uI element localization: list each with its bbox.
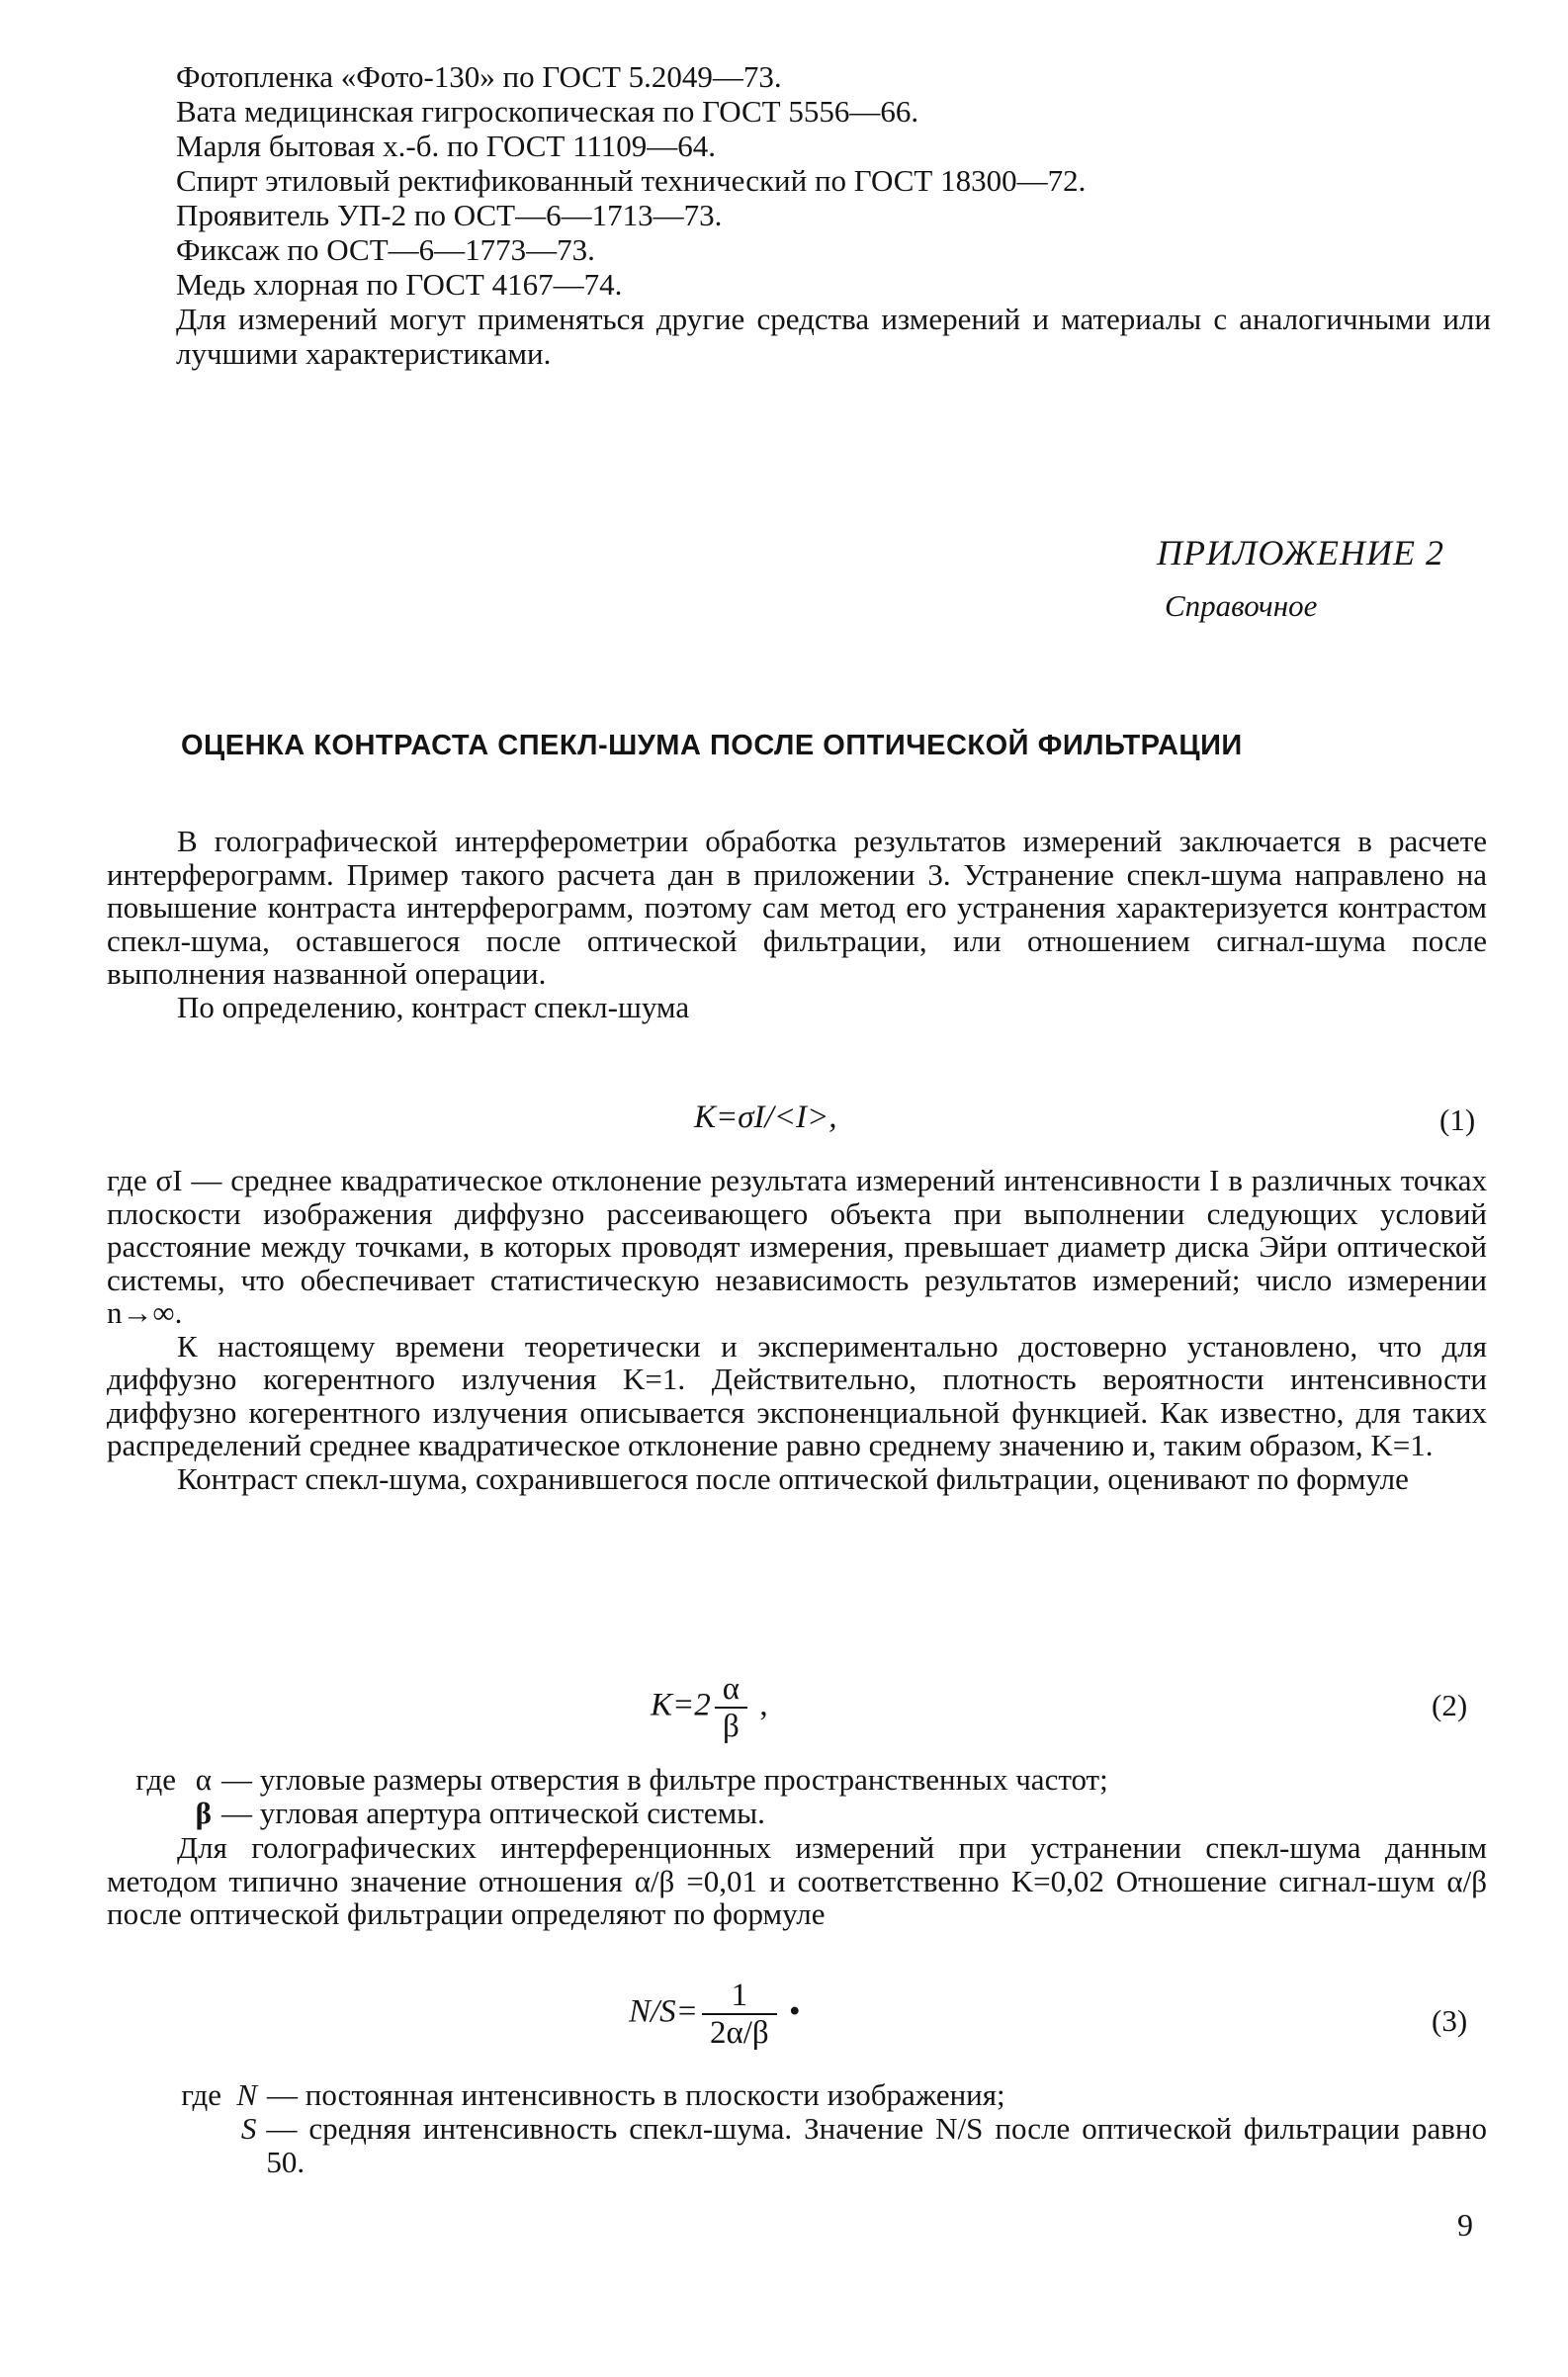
material-item: Марля бытовая х.-б. по ГОСТ 11109—64.	[176, 129, 717, 163]
where-prefix: где	[181, 2077, 221, 2112]
formula-3-lhs: N/S=	[629, 1993, 698, 2030]
materials-list	[176, 59, 1491, 371]
where-desc: — постоянная интенсивность в плоскости изображения;	[267, 2077, 1005, 2112]
text-block-definitions	[107, 1164, 1487, 1495]
where-row	[117, 1763, 1481, 1797]
paragraph: Для голографических интерференционных измерений при устранении спекл-шума данным методом типично значение отношения α/β =0,01 и соответственно K=0,02 Отношение сигнал-шум α/β после оптической фильтрации определяют по формуле	[107, 1830, 1487, 1931]
material-item: Спирт этиловый ректификованный технический по ГОСТ 18300—72.	[176, 163, 1087, 198]
paragraph: Контраст спекл-шума, сохранившегося после оптической фильтрации, оценивают по формуле	[177, 1460, 1409, 1496]
appendix-label: ПРИЛОЖЕНИЕ 2	[1157, 533, 1444, 572]
formula-3	[629, 1978, 801, 2051]
formula-2-lhs: K=2	[651, 1687, 711, 1723]
where-block-2	[117, 1763, 1481, 1830]
where-desc: — угловые размеры отверстия в фильтре пространственных частот;	[221, 1762, 1108, 1797]
material-item: Медь хлорная по ГОСТ 4167—74.	[176, 267, 623, 302]
formula-2	[651, 1671, 768, 1744]
where-symbol: S	[240, 2111, 257, 2146]
material-item: Вата медицинская гигроскопическая по ГОСТ 5556—66.	[176, 94, 919, 129]
where-prefix: где	[135, 1762, 176, 1797]
text-block-ratio	[107, 1831, 1487, 1931]
where-symbol: N	[236, 2077, 257, 2112]
where-desc: — средняя интенсивность спекл-шума. Значение N/S после оптической фильтрации равно 50.	[266, 2111, 1487, 2179]
section-title: ОЦЕНКА КОНТРАСТА СПЕКЛ-ШУМА ПОСЛЕ ОПТИЧЕСКОЙ ФИЛЬТРАЦИИ	[181, 730, 1243, 761]
formula-1: K=σI/<I>,	[694, 1100, 837, 1135]
where-row	[162, 2112, 1487, 2179]
formula-1-number: (1)	[1439, 1102, 1476, 1137]
formula-2-fraction	[715, 1671, 747, 1744]
formula-2-denominator: β	[723, 1709, 740, 1744]
where-symbol: β	[195, 1796, 212, 1830]
where-block-3	[162, 2078, 1487, 2179]
where-desc: — угловая апертура оптической системы.	[221, 1796, 765, 1830]
material-item: Фотопленка «Фото-130» по ГОСТ 5.2049—73.	[176, 59, 782, 94]
text-block-intro	[107, 825, 1487, 1023]
page-number: 9	[1457, 2207, 1473, 2243]
where-symbol: α	[195, 1762, 212, 1797]
paragraph: где σI — среднее квадратическое отклонение результата измерений интенсивности I в различных точках плоскости изображения диффузно рассеивающего объекта при выполнении следующих условий расстояние между точками, в которых проводят измерения, превышает диаметр диска Эйри оптической системы, что обеспечивает статистическую независимость результатов измерений; число измерении n→∞.	[107, 1163, 1487, 1330]
paragraph: К настоящему времени теоретически и экспериментально достоверно установлено, что для диффузно когерентного излучения K=1. Действительно, плотность вероятности интенсивности диффузно когерентного излучения описывается экспоненциальной функцией. Как известно, для таких распределений среднее квадратическое отклонение равно среднему значению и, таким образом, K=1.	[107, 1328, 1487, 1462]
where-row	[162, 2078, 1487, 2112]
paragraph: По определению, контраст спекл-шума	[177, 989, 690, 1024]
formula-2-numerator: α	[715, 1671, 747, 1709]
appendix-kind: Справочное	[1165, 588, 1318, 623]
formula-3-denominator: 2α/β	[709, 2015, 769, 2051]
material-item: Проявитель УП-2 по ОСТ—6—1713—73.	[176, 198, 723, 232]
formula-3-numerator: 1	[702, 1978, 777, 2015]
materials-note: Для измерений могут применяться другие средства измерений и материалы с аналогичными или лучшими характеристиками.	[176, 302, 1491, 371]
formula-2-number: (2)	[1432, 1688, 1468, 1722]
formula-3-fraction	[702, 1978, 777, 2051]
where-row	[117, 1797, 1481, 1830]
formula-2-tail: ,	[759, 1687, 768, 1723]
material-item: Фиксаж по ОСТ—6—1773—73.	[176, 232, 595, 267]
formula-3-number: (3)	[1432, 2003, 1468, 2038]
paragraph: В голографической интерферометрии обработка результатов измерений заключается в расчете интерферограмм. Пример такого расчета дан в приложении 3. Устранение спекл-шума направлено на повышение контраста интерферограмм, поэтому сам метод его устранения характеризуется контрастом спекл-шума, оставшегося после оптической фильтрации, или отношением сигнал-шума после выполнения названной операции.	[107, 824, 1487, 991]
formula-3-tail: •	[788, 1993, 801, 2030]
